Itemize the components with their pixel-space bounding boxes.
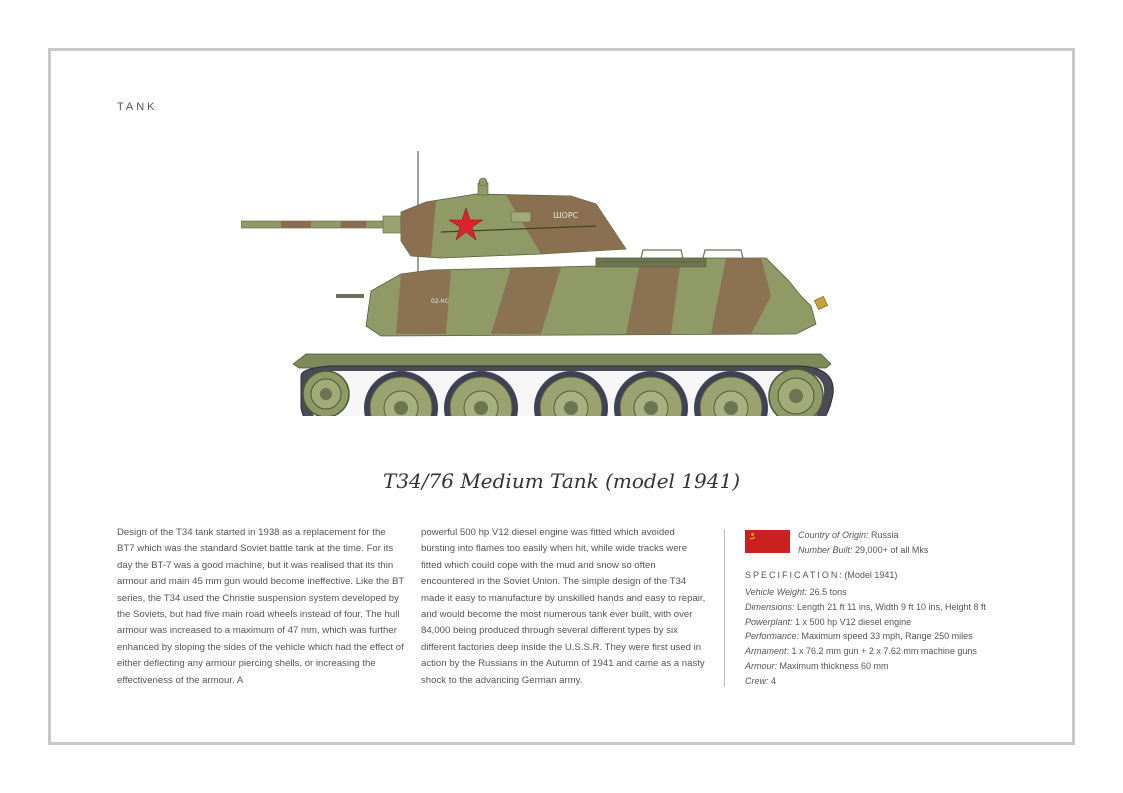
spec-value-powerplant: 1 x 500 hp V12 diesel engine	[795, 616, 912, 627]
spec-label-dimensions: Dimensions:	[745, 601, 795, 612]
spec-row	[745, 659, 986, 674]
gun-barrel	[241, 221, 391, 228]
spec-row	[745, 585, 986, 600]
spec-value-armour: Maximum thickness 60 mm	[779, 660, 889, 671]
spec-value-crew: 4	[771, 675, 777, 686]
turret-marking: ШОРС	[553, 211, 579, 220]
number-built-value: 29,000+ of all Mks	[855, 545, 929, 555]
hull-marking: 02-КС	[431, 298, 450, 305]
spec-label-armament: Armament:	[745, 646, 790, 657]
column-divider	[724, 529, 725, 687]
idler-wheel	[303, 371, 349, 416]
category-label: TANK	[117, 101, 158, 113]
drive-sprocket	[769, 369, 823, 416]
specification-heading	[745, 570, 897, 580]
country-label: Country of Origin:	[798, 530, 869, 540]
page-title: T34/76 Medium Tank (model 1941)	[382, 469, 741, 493]
spec-value-armament: 1 x 76.2 mm gun + 2 x 7.62 mm machine guns	[791, 646, 977, 657]
spec-label-powerplant: Powerplant:	[745, 616, 793, 627]
engine-grille	[596, 258, 706, 267]
spec-row	[745, 644, 986, 659]
spec-row	[745, 600, 986, 615]
spec-label-weight: Vehicle Weight:	[745, 587, 808, 597]
number-built-label: Number Built:	[798, 545, 853, 555]
spec-value-weight: 26.5 tons	[809, 587, 847, 597]
spec-label-armour: Armour:	[745, 660, 778, 671]
spec-label-performance: Performance:	[745, 631, 800, 642]
specification-title: SPECIFICATION	[745, 570, 840, 580]
spec-row	[745, 615, 986, 630]
specification-list	[745, 585, 986, 689]
spec-row	[745, 629, 986, 644]
country-value: Russia	[871, 530, 899, 540]
spec-value-dimensions: Length 21 ft 11 ins, Width 9 ft 10 ins, Height 8 ft	[797, 601, 986, 612]
description-column-1: Design of the T34 tank started in 1938 as a replacement for the BT7 which was the standard Soviet battle tank at the time. For its day the BT-7 was a good machine, but it was realised that its thin armour and main 45 mm gun would become ineffective. Like the BT series, the T34 used the Christie suspension system developed by the Soviets, but had five main road wheels instead of four. The hull armour was increased to a maximum of 47 mm, which was further enhanced by sloping the sides of the vehicle which had the effect of either deflecting any armour piercing shells, or increasing the effectiveness of the armour. A	[117, 527, 405, 686]
bow-machine-gun	[336, 294, 364, 298]
spec-label-crew: Crew:	[745, 675, 769, 686]
origin-info	[798, 528, 928, 558]
description-column-2: powerful 500 hp V12 diesel engine was fitted which avoided bursting into flames too easily when hit, while wide tracks were fitted which could cope with the mud and snow so often encountered in the Soviet Union. The simple design of the T34 made it easy to manufacture by unskilled hands and easy to repair, and would become the most numerous tank ever built, with over 84,000 being produced through several different types by six different factories deep inside the U.S.S.R. They were first used in action by the Russians in the Autumn of 1941 and came as a nasty shock to the advancing German army.	[421, 527, 706, 686]
exhaust	[814, 296, 827, 309]
spec-value-performance: Maximum speed 33 mph, Range 250 miles	[801, 631, 973, 642]
poster-frame	[48, 48, 1075, 745]
specification-model: : (Model 1941)	[839, 570, 898, 580]
soviet-flag-icon	[745, 530, 790, 553]
t34-tank-illustration	[241, 146, 841, 416]
spec-row	[745, 674, 986, 689]
